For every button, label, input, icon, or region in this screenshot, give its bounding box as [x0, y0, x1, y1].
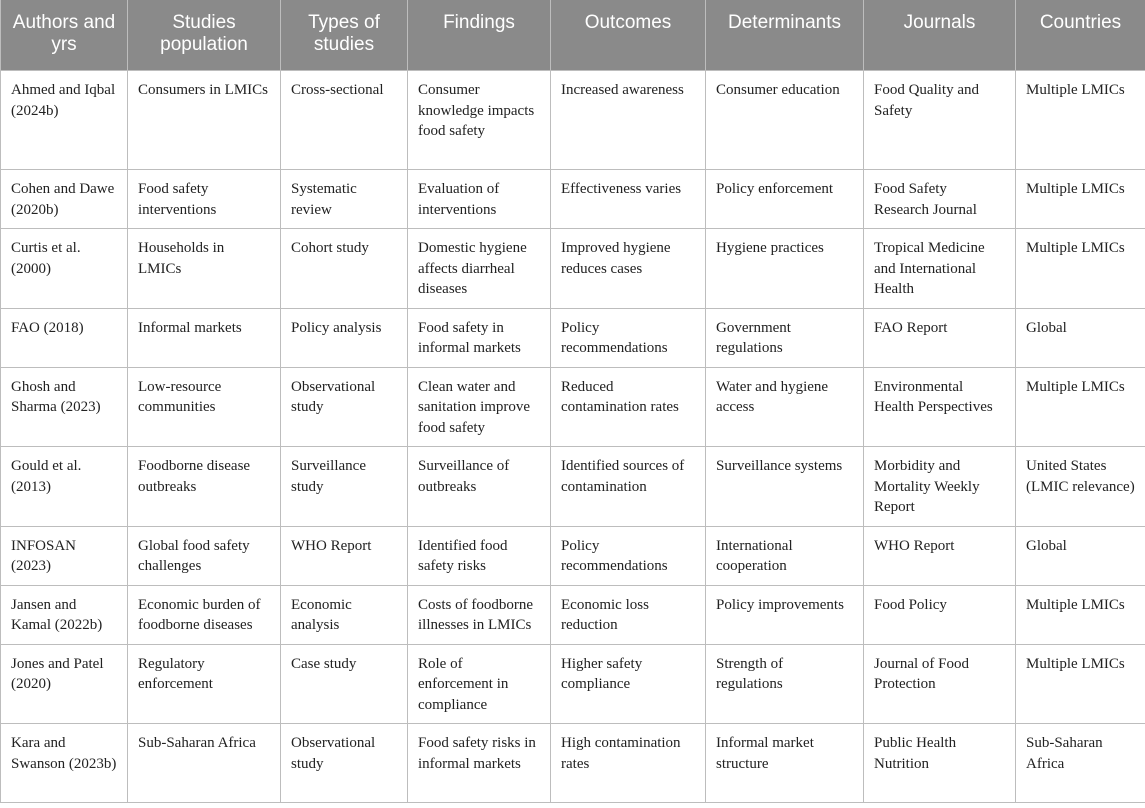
cell-population: Low-resource communities: [128, 367, 281, 447]
cell-study-type: Policy analysis: [281, 308, 408, 367]
cell-journal: Food Quality and Safety: [864, 71, 1016, 170]
cell-determinants: Informal market structure: [706, 724, 864, 803]
cell-outcomes: Improved hygiene reduces cases: [551, 229, 706, 309]
cell-country: Multiple LMICs: [1016, 585, 1145, 644]
cell-determinants: Government regulations: [706, 308, 864, 367]
cell-determinants: Consumer education: [706, 71, 864, 170]
cell-outcomes: Increased awareness: [551, 71, 706, 170]
cell-population: Regulatory enforcement: [128, 644, 281, 724]
cell-findings: Food safety in informal markets: [408, 308, 551, 367]
cell-study-type: Observational study: [281, 724, 408, 803]
cell-findings: Clean water and sanitation improve food safety: [408, 367, 551, 447]
header-determinants: Determinants: [706, 0, 864, 71]
cell-population: Informal markets: [128, 308, 281, 367]
header-authors: Authors and yrs: [1, 0, 128, 71]
cell-outcomes: Identified sources of contamination: [551, 447, 706, 527]
cell-study-type: Case study: [281, 644, 408, 724]
cell-study-type: Systematic review: [281, 170, 408, 229]
cell-country: Multiple LMICs: [1016, 71, 1145, 170]
cell-outcomes: Higher safety compliance: [551, 644, 706, 724]
cell-outcomes: Economic loss reduction: [551, 585, 706, 644]
cell-journal: Environmental Health Perspectives: [864, 367, 1016, 447]
cell-country: Sub-Saharan Africa: [1016, 724, 1145, 803]
cell-study-type: Observational study: [281, 367, 408, 447]
cell-authors: FAO (2018): [1, 308, 128, 367]
cell-journal: Journal of Food Protection: [864, 644, 1016, 724]
header-findings: Findings: [408, 0, 551, 71]
cell-country: Multiple LMICs: [1016, 229, 1145, 309]
cell-population: Sub-Saharan Africa: [128, 724, 281, 803]
cell-findings: Domestic hygiene affects diarrheal diseases: [408, 229, 551, 309]
cell-authors: Gould et al. (2013): [1, 447, 128, 527]
cell-journal: Public Health Nutrition: [864, 724, 1016, 803]
table-row: [1, 71, 1145, 170]
header-study-type: Types of studies: [281, 0, 408, 71]
cell-outcomes: High contamination rates: [551, 724, 706, 803]
table-row: [1, 447, 1145, 527]
cell-findings: Role of enforcement in compliance: [408, 644, 551, 724]
cell-country: Multiple LMICs: [1016, 170, 1145, 229]
cell-journal: Food Policy: [864, 585, 1016, 644]
cell-population: Food safety interventions: [128, 170, 281, 229]
cell-population: Economic burden of foodborne diseases: [128, 585, 281, 644]
cell-authors: INFOSAN (2023): [1, 526, 128, 585]
cell-determinants: Water and hygiene access: [706, 367, 864, 447]
cell-authors: Cohen and Dawe (2020b): [1, 170, 128, 229]
cell-study-type: Cross-sectional: [281, 71, 408, 170]
cell-journal: Morbidity and Mortality Weekly Report: [864, 447, 1016, 527]
table-row: [1, 170, 1145, 229]
header-journals: Journals: [864, 0, 1016, 71]
cell-study-type: Cohort study: [281, 229, 408, 309]
table-row: [1, 724, 1145, 803]
cell-outcomes: Policy recommendations: [551, 526, 706, 585]
cell-authors: Jones and Patel (2020): [1, 644, 128, 724]
table-row: [1, 308, 1145, 367]
cell-population: Households in LMICs: [128, 229, 281, 309]
cell-population: Consumers in LMICs: [128, 71, 281, 170]
cell-journal: Food Safety Research Journal: [864, 170, 1016, 229]
cell-determinants: International cooperation: [706, 526, 864, 585]
cell-country: Multiple LMICs: [1016, 644, 1145, 724]
cell-population: Foodborne disease outbreaks: [128, 447, 281, 527]
table-row: [1, 585, 1145, 644]
cell-determinants: Policy enforcement: [706, 170, 864, 229]
cell-authors: Ahmed and Iqbal (2024b): [1, 71, 128, 170]
cell-country: Global: [1016, 308, 1145, 367]
header-countries: Countries: [1016, 0, 1145, 71]
cell-study-type: WHO Report: [281, 526, 408, 585]
cell-outcomes: Reduced contamination rates: [551, 367, 706, 447]
cell-findings: Costs of foodborne illnesses in LMICs: [408, 585, 551, 644]
cell-authors: Kara and Swanson (2023b): [1, 724, 128, 803]
cell-country: United States (LMIC relevance): [1016, 447, 1145, 527]
header-population: Studies population: [128, 0, 281, 71]
cell-authors: Ghosh and Sharma (2023): [1, 367, 128, 447]
cell-country: Multiple LMICs: [1016, 367, 1145, 447]
cell-findings: Identified food safety risks: [408, 526, 551, 585]
cell-outcomes: Policy recommendations: [551, 308, 706, 367]
table-row: [1, 367, 1145, 447]
cell-findings: Consumer knowledge impacts food safety: [408, 71, 551, 170]
cell-findings: Evaluation of interventions: [408, 170, 551, 229]
cell-findings: Food safety risks in informal markets: [408, 724, 551, 803]
cell-determinants: Strength of regulations: [706, 644, 864, 724]
cell-authors: Jansen and Kamal (2022b): [1, 585, 128, 644]
cell-journal: WHO Report: [864, 526, 1016, 585]
cell-findings: Surveillance of outbreaks: [408, 447, 551, 527]
header-outcomes: Outcomes: [551, 0, 706, 71]
cell-authors: Curtis et al. (2000): [1, 229, 128, 309]
cell-journal: Tropical Medicine and International Health: [864, 229, 1016, 309]
cell-population: Global food safety challenges: [128, 526, 281, 585]
cell-determinants: Surveillance systems: [706, 447, 864, 527]
cell-determinants: Policy improvements: [706, 585, 864, 644]
table-row: [1, 644, 1145, 724]
cell-determinants: Hygiene practices: [706, 229, 864, 309]
table-row: [1, 229, 1145, 309]
table-row: [1, 526, 1145, 585]
cell-study-type: Economic analysis: [281, 585, 408, 644]
cell-journal: FAO Report: [864, 308, 1016, 367]
cell-country: Global: [1016, 526, 1145, 585]
cell-outcomes: Effectiveness varies: [551, 170, 706, 229]
header-row: [1, 0, 1145, 71]
cell-study-type: Surveillance study: [281, 447, 408, 527]
